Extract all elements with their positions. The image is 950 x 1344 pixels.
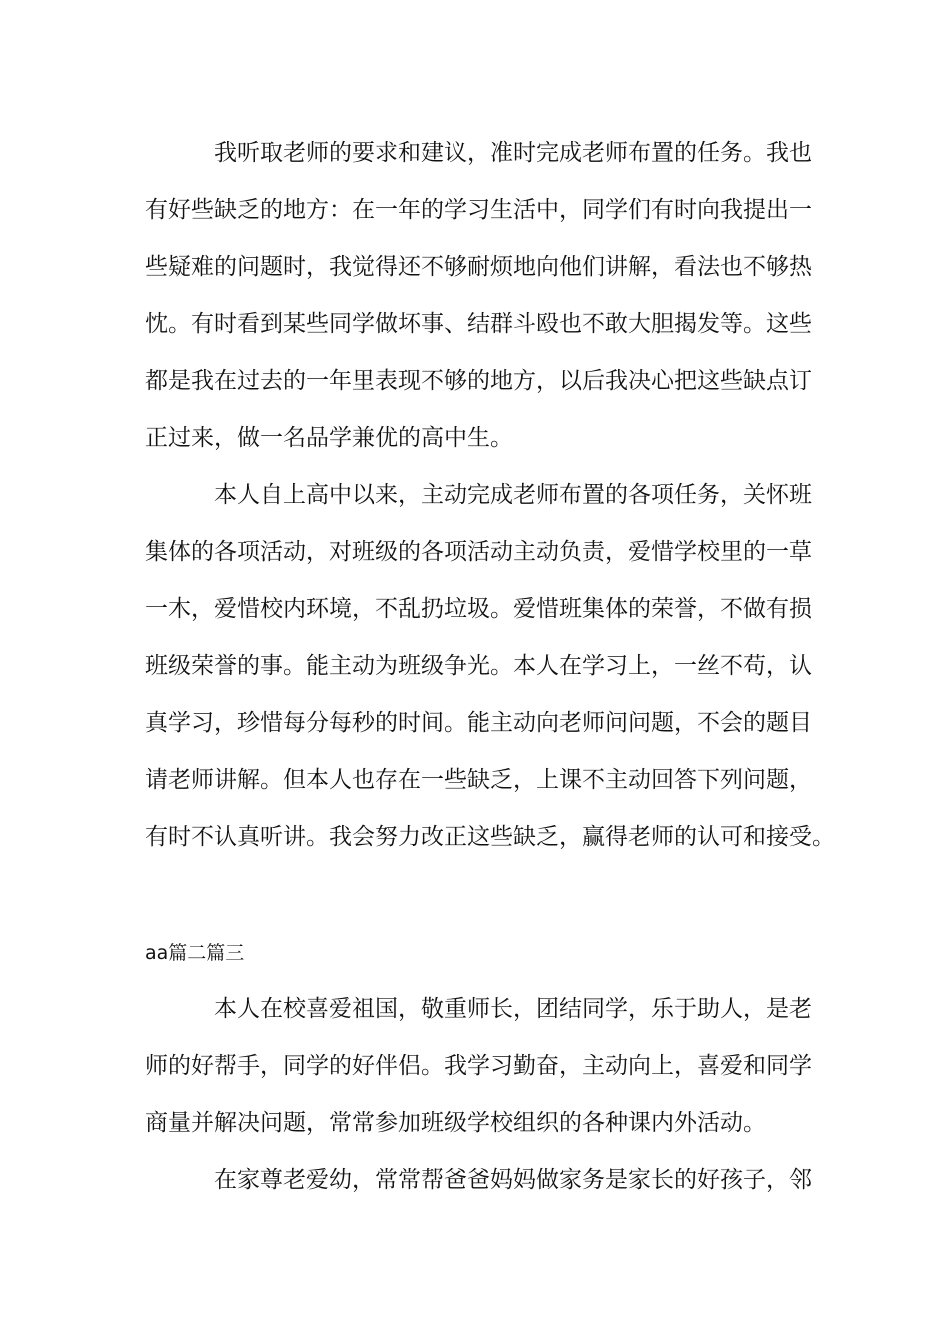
paragraph-1-line-1: 我听取老师的要求和建议，准时完成老师布置的任务。我也 bbox=[214, 140, 812, 166]
paragraph-3-line-2: 师的好帮手，同学的好伴侣。我学习勤奋，主动向上，喜爱和同学 bbox=[145, 1053, 812, 1079]
paragraph-4-line-1: 在家尊老爱幼，常常帮爸爸妈妈做家务是家长的好孩子，邻 bbox=[214, 1167, 812, 1193]
paragraph-2-line-6: 请老师讲解。但本人也存在一些缺乏，上课不主动回答下列问题， bbox=[145, 767, 812, 793]
paragraph-2-line-7: 有时不认真听讲。我会努力改正这些缺乏，赢得老师的认可和接受。 bbox=[145, 824, 835, 850]
paragraph-2-line-5: 真学习，珍惜每分每秒的时间。能主动向老师问问题，不会的题目 bbox=[145, 710, 812, 736]
paragraph-1-line-4: 忱。有时看到某些同学做坏事、结群斗殴也不敢大胆揭发等。这些 bbox=[145, 311, 812, 337]
paragraph-1-line-3: 些疑难的问题时，我觉得还不够耐烦地向他们讲解，看法也不够热 bbox=[145, 254, 812, 280]
paragraph-1-line-2: 有好些缺乏的地方：在一年的学习生活中，同学们有时向我提出一 bbox=[145, 197, 812, 223]
paragraph-2-line-3: 一木，爱惜校内环境，不乱扔垃圾。爱惜班集体的荣誉，不做有损 bbox=[145, 596, 812, 622]
paragraph-2-line-1: 本人自上高中以来，主动完成老师布置的各项任务，关怀班 bbox=[214, 482, 812, 508]
section-heading: aa篇二篇三 bbox=[145, 942, 245, 964]
paragraph-1-line-6: 正过来，做一名品学兼优的高中生。 bbox=[145, 425, 513, 451]
paragraph-2-line-4: 班级荣誉的事。能主动为班级争光。本人在学习上，一丝不苟，认 bbox=[145, 653, 812, 679]
paragraph-1-line-5: 都是我在过去的一年里表现不够的地方，以后我决心把这些缺点订 bbox=[145, 368, 812, 394]
paragraph-2-line-2: 集体的各项活动，对班级的各项活动主动负责，爱惜学校里的一草 bbox=[145, 539, 812, 565]
paragraph-3-line-1: 本人在校喜爱祖国，敬重师长，团结同学，乐于助人，是老 bbox=[214, 996, 812, 1022]
paragraph-3-line-3: 商量并解决问题，常常参加班级学校组织的各种课内外活动。 bbox=[145, 1110, 766, 1136]
